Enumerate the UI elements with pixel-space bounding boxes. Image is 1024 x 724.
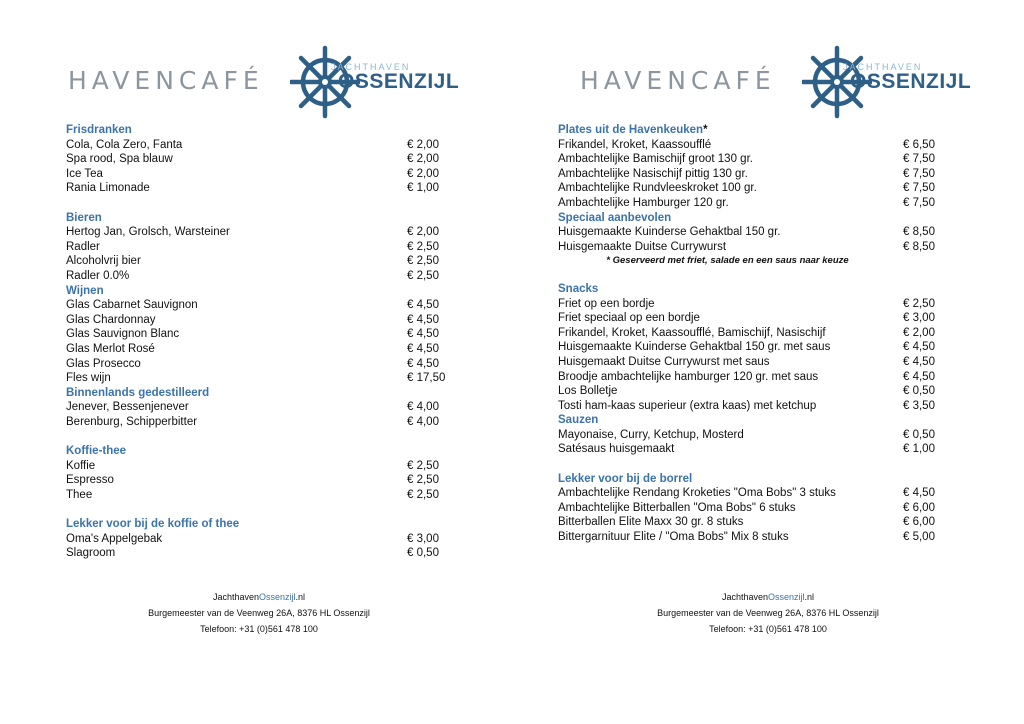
menu-item: Ambachtelijke Rundvleeskroket 100 gr. € 7,50 [558, 182, 935, 195]
section-title-gedestilleerd: Binnenlands gedestilleerd [66, 386, 210, 399]
menu-item: Berenburg, Schipperbitter € 4,00 [66, 415, 439, 428]
menu-item: Ice Tea € 2,00 [66, 167, 439, 180]
menu-item: Slagroom € 0,50 [66, 547, 439, 560]
menu-item: Bitterballen Elite Maxx 30 gr. 8 stuks € 6,00 [558, 516, 935, 529]
section-title-speciaal: Speciaal aanbevolen [558, 211, 672, 224]
menu-item: Mayonaise, Curry, Ketchup, Mosterd € 0,50 [558, 428, 935, 441]
menu-item: Alcoholvrij bier € 2,50 [66, 255, 439, 268]
drinks-menu [66, 123, 446, 561]
footer-phone: Telefoon: +31 (0)561 478 100 [200, 624, 318, 634]
logo-jachthaven-text: JACHTHAVEN [843, 62, 923, 72]
footer-website[interactable]: JachthavenOssenzijl.nl [212, 592, 306, 602]
menu-item: Glas Sauvignon Blanc € 4,50 [66, 328, 439, 341]
logo-havencafe-text: HAVENCAFÉ [68, 66, 264, 95]
menu-item: Rania Limonade € 1,00 [66, 182, 439, 195]
menu-item: Satésaus huisgemaakt € 1,00 [558, 443, 935, 456]
menu-item: Friet op een bordje € 2,50 [558, 297, 935, 310]
menu-item: Broodje ambachtelijke hamburger 120 gr. met saus € 4,50 [558, 370, 935, 383]
logo-ossenzijl-text: OSSENZIJL [850, 70, 972, 93]
menu-item: Fles wijn € 17,50 [66, 372, 446, 385]
menu-item: Frikandel, Kroket, Kaassoufflé € 6,50 [558, 138, 935, 151]
menu-item: Thee € 2,50 [66, 488, 439, 501]
menu-item: Espresso € 2,50 [66, 474, 439, 487]
menu-item: Glas Cabarnet Sauvignon € 4,50 [66, 299, 439, 312]
footer-contact [512, 589, 1024, 637]
menu-page-right [512, 0, 1024, 724]
footer-website[interactable]: JachthavenOssenzijl.nl [721, 592, 815, 602]
menu-item: Frikandel, Kroket, Kaassoufflé, Bamischijf, Nasischijf € 2,00 [558, 326, 935, 339]
section-title-sauzen: Sauzen [558, 414, 599, 427]
footer-address: Burgemeester van de Veenweg 26A, 8376 HL Ossenzijl [148, 608, 370, 618]
menu-item: Ambachtelijke Hamburger 120 gr. € 7,50 [558, 196, 935, 209]
menu-item: Los Bolletje € 0,50 [558, 385, 935, 398]
menu-item: Ambachtelijke Nasischijf pittig 130 gr. € 7,50 [558, 167, 935, 180]
menu-item: Glas Prosecco € 4,50 [66, 357, 439, 370]
menu-item: Friet speciaal op een bordje € 3,00 [558, 312, 935, 325]
food-menu [558, 123, 937, 545]
menu-item: Ambachtelijke Rendang Kroketies "Oma Bobs" 3 stuks € 4,50 [558, 487, 935, 500]
logo-ossenzijl-text: OSSENZIJL [338, 70, 460, 93]
havencafe-logo [580, 44, 980, 120]
menu-item: Huisgemaakt Duitse Currywurst met saus € 4,50 [558, 355, 935, 368]
menu-item: Hertog Jan, Grolsch, Warsteiner € 2,00 [66, 226, 439, 239]
menu-item: Huisgemaakte Duitse Currywurst € 8,50 [558, 240, 935, 253]
section-title-borrel: Lekker voor bij de borrel [558, 472, 693, 485]
havencafe-logo [68, 44, 468, 120]
menu-item: Glas Chardonnay € 4,50 [66, 313, 439, 326]
section-title-bieren: Bieren [66, 211, 102, 224]
section-title-wijnen: Wijnen [66, 284, 104, 297]
footer-phone: Telefoon: +31 (0)561 478 100 [709, 624, 827, 634]
menu-item: Ambachtelijke Bamischijf groot 130 gr. € 7,50 [558, 153, 935, 166]
menu-item: Spa rood, Spa blauw € 2,00 [66, 153, 439, 166]
menu-item: Jenever, Bessenjenever € 4,00 [66, 401, 439, 414]
menu-item: Koffie € 2,50 [66, 459, 439, 472]
menu-item: Huisgemaakte Kuinderse Gehaktbal 150 gr. met saus € 4,50 [558, 341, 935, 354]
menu-item: Ambachtelijke Bitterballen "Oma Bobs" 6 stuks € 6,00 [558, 501, 935, 514]
served-with-note: * Geserveerd met friet, salade en een saus naar keuze [606, 255, 849, 267]
section-title-frisdranken: Frisdranken [66, 124, 132, 136]
section-title-lekker-koffie: Lekker voor bij de koffie of thee [66, 518, 240, 531]
menu-item: Bittergarnituur Elite / "Oma Bobs" Mix 8 stuks € 5,00 [558, 531, 935, 544]
menu-item: Huisgemaakte Kuinderse Gehaktbal 150 gr. € 8,50 [558, 226, 935, 239]
menu-item: Tosti ham-kaas superieur (extra kaas) met ketchup € 3,50 [558, 399, 935, 412]
section-title-koffie-thee: Koffie-thee [66, 445, 127, 458]
section-title-plates: Plates uit de Havenkeuken* [558, 124, 708, 136]
menu-item: Oma's Appelgebak € 3,00 [66, 532, 439, 545]
menu-item: Cola, Cola Zero, Fanta € 2,00 [66, 138, 439, 151]
menu-item: Radler € 2,50 [66, 240, 439, 253]
logo-havencafe-text: HAVENCAFÉ [580, 66, 776, 95]
footer-address: Burgemeester van de Veenweg 26A, 8376 HL Ossenzijl [657, 608, 879, 618]
menu-item: Glas Merlot Rosé € 4,50 [66, 342, 439, 355]
menu-item: Radler 0.0% € 2,50 [66, 269, 439, 282]
footer-contact [3, 589, 515, 637]
section-title-snacks: Snacks [558, 282, 599, 295]
logo-jachthaven-text: JACHTHAVEN [331, 62, 411, 72]
